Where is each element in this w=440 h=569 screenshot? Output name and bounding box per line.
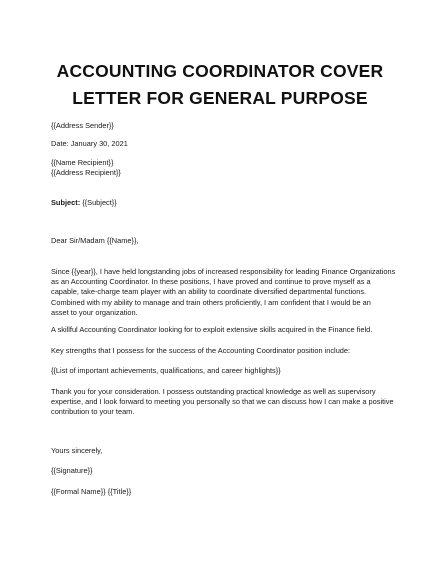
title-line-1: ACCOUNTING COORDINATOR COVER [56,61,384,81]
salutation: Dear Sir/Madam {{Name}}, [51,236,139,245]
closing: Yours sincerely, [51,446,103,455]
paragraph-line: expertise, and I look forward to meeting you personally so that we can discuss how I can make a positive [51,397,394,407]
title-line-2: LETTER FOR GENERAL PURPOSE [72,88,368,108]
address-recipient: {{Address Recipient}} [51,168,121,177]
paragraph-skills: A skillful Accounting Coordinator looking for to exploit extensive skills acquired in the Finance field. [51,325,373,334]
paragraph-line: Thank you for your consideration. I possess outstanding practical knowledge as well as supervisory [51,387,376,396]
paragraph-thanks [51,387,401,418]
name-recipient: {{Name Recipient}} [51,158,114,167]
paragraph-line: contribution to your team. [51,407,135,417]
subject-line [51,198,117,208]
formal-name: {{Formal Name}} {{Title}} [51,487,132,496]
paragraph-line: Since {{year}}, I have held longstanding jobs of increased responsibility for leading Finance Organizations [51,267,396,276]
page-title [20,58,420,112]
address-sender: {{Address Sender}} [51,121,114,130]
paragraph-strengths: Key strengths that I possess for the success of the Accounting Coordinator position include: [51,346,351,355]
paragraph-line: capable, take-charge team player with an ability to coordinate diversified departmental functions. [51,287,367,297]
paragraph-achievements: {{List of important achievements, qualifications, and career highlights}} [51,366,281,375]
paragraph-intro [51,267,401,318]
paragraph-line: as an Accounting Coordinator. In these positions, I have proved and continue to prove myself as a [51,277,371,287]
subject-value: {{Subject}} [80,198,117,207]
paragraph-line: asset to your organization. [51,307,138,317]
signature: {{Signature}} [51,466,93,475]
paragraph-line: Combined with my ability to manage and train others proficiently, I am confident that I would be an [51,297,371,307]
letter-date: Date: January 30, 2021 [51,139,128,148]
subject-label: Subject: [51,198,81,207]
